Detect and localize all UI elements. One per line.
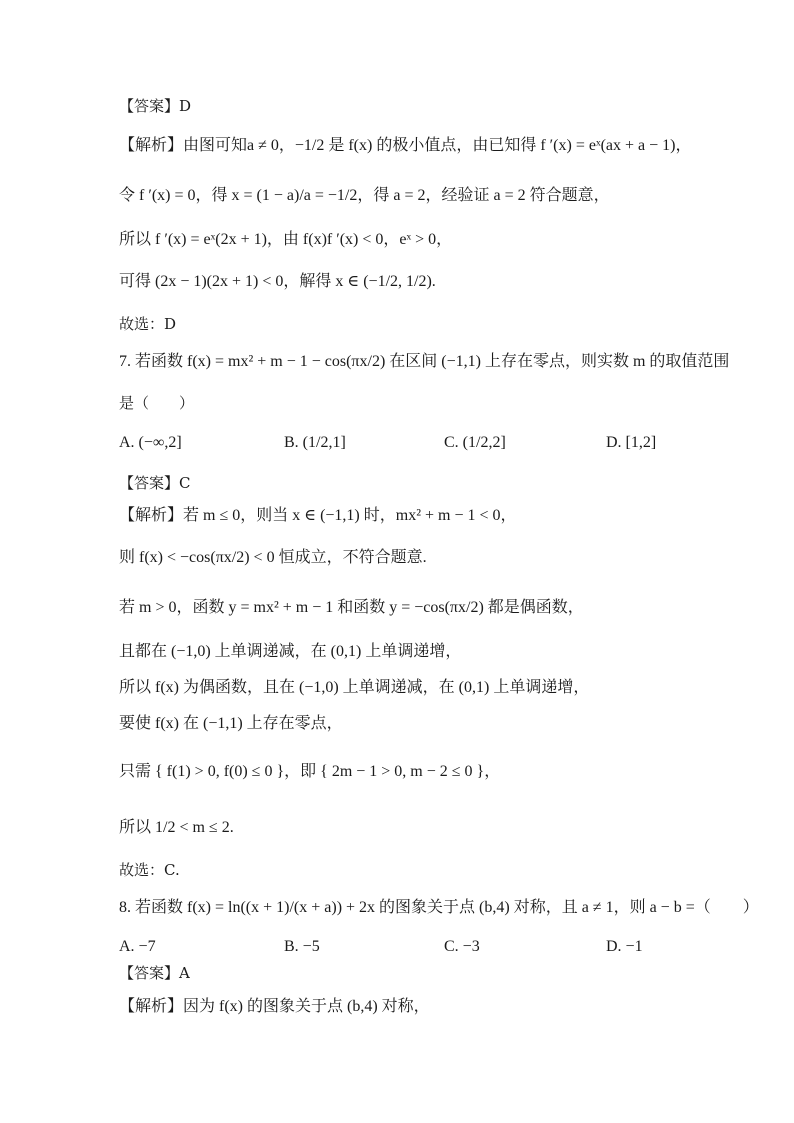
q7-option-a: A. (−∞,2] [119, 434, 182, 451]
answer-line: 【答案】D [119, 97, 192, 115]
analysis-line: 【解析】由图可知a ≠ 0，−1/2 是 f(x) 的极小值点，由已知得 f ′(x) = eˣ(ax + a − 1)， [119, 137, 692, 154]
question-7-stem: 7. 若函数 f(x) = mx² + m − 1 − cos(πx/2) 在区间 (−1,1) 上存在零点，则实数 m 的取值范围 [119, 353, 730, 370]
analysis-line: 若 m > 0，函数 y = mx² + m − 1 和函数 y = −cos(πx/2) 都是偶函数， [119, 599, 584, 616]
q8-option-d: D. −1 [606, 938, 643, 955]
analysis-line: 且都在 (−1,0) 上单调递减，在 (0,1) 上单调递增， [119, 643, 462, 660]
question-8-stem: 8. 若函数 f(x) = ln((x + 1)/(x + a)) + 2x 的图象关于点 (b,4) 对称，且 a ≠ 1，则 a − b =（ ） [119, 899, 759, 916]
analysis-line: 【解析】若 m ≤ 0，则当 x ∈ (−1,1) 时，mx² + m − 1 < 0， [119, 507, 517, 524]
analysis-line: 要使 f(x) 在 (−1,1) 上存在零点， [119, 715, 343, 732]
choice-line: 故选：C. [119, 861, 180, 879]
analysis-line: 则 f(x) < −cos(πx/2) < 0 恒成立，不符合题意. [119, 549, 427, 566]
analysis-line: 可得 (2x − 1)(2x + 1) < 0，解得 x ∈ (−1/2, 1/2). [119, 273, 436, 290]
q8-option-b: B. −5 [284, 938, 320, 955]
answer-line: 【答案】A [119, 964, 190, 982]
q7-option-b: B. (1/2,1] [284, 434, 346, 451]
answer-line: 【答案】C [119, 474, 191, 492]
analysis-line: 令 f ′(x) = 0，得 x = (1 − a)/a = −1/2，得 a = 2，经验证 a = 2 符合题意， [119, 187, 610, 204]
analysis-line: 所以 1/2 < m ≤ 2. [119, 819, 234, 836]
question-7-stem-cont: 是（ ） [119, 394, 195, 412]
analysis-line: 【解析】因为 f(x) 的图象关于点 (b,4) 对称， [119, 998, 430, 1015]
choice-line: 故选：D [119, 315, 177, 333]
analysis-line: 所以 f(x) 为偶函数，且在 (−1,0) 上单调递减，在 (0,1) 上单调递增， [119, 679, 590, 696]
q8-option-a: A. −7 [119, 938, 156, 955]
q7-option-d: D. [1,2] [606, 434, 657, 451]
analysis-line: 只需 { f(1) > 0, f(0) ≤ 0 }，即 { 2m − 1 > 0, m − 2 ≤ 0 }， [119, 763, 501, 780]
q7-option-c: C. (1/2,2] [444, 434, 506, 451]
analysis-line: 所以 f ′(x) = eˣ(2x + 1)，由 f(x)f ′(x) < 0，eˣ > 0， [119, 231, 453, 248]
q8-option-c: C. −3 [444, 938, 480, 955]
